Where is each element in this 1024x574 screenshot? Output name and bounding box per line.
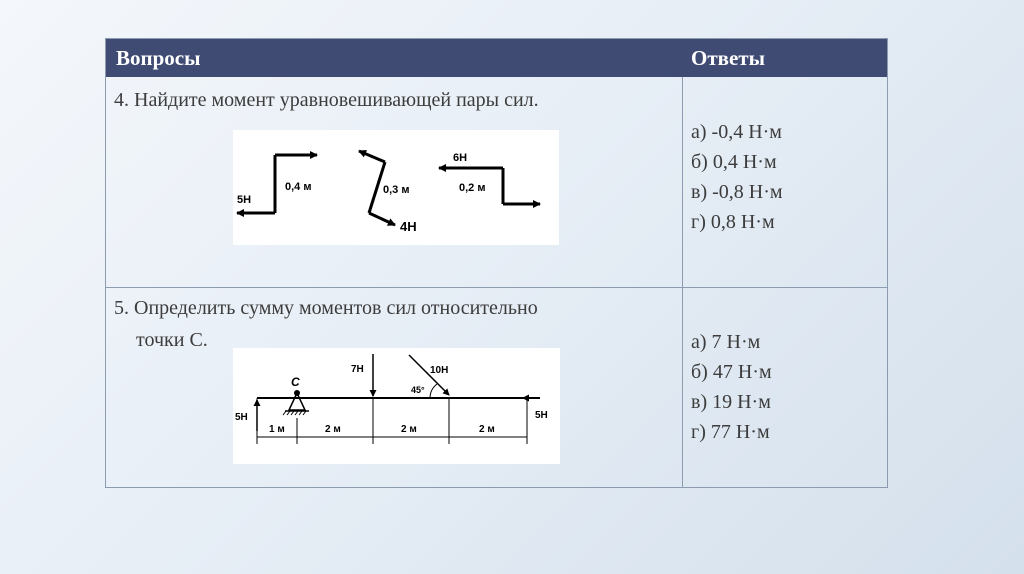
dimension-2: 2 м (325, 424, 341, 435)
header-questions: Вопросы (116, 46, 201, 70)
pair-3-arm: 0,2 м (459, 182, 486, 194)
pair-1-arm: 0,4 м (285, 181, 312, 193)
answer-5a: а) 7 Н·м (691, 331, 761, 353)
force-7h-label: 7Н (351, 364, 364, 375)
answer-4b: б) 0,4 Н·м (691, 151, 777, 173)
question-5-answers (691, 327, 772, 447)
dimension-3: 2 м (401, 424, 417, 435)
column-divider (682, 77, 683, 487)
answer-4d: г) 0,8 Н·м (691, 211, 775, 233)
question-4-answers (691, 117, 783, 237)
questions-table (105, 38, 888, 488)
pair-2-arm: 0,3 м (383, 184, 410, 196)
beam-diagram (233, 348, 560, 464)
pair-3-force: 6Н (453, 152, 468, 164)
table-header (106, 39, 887, 77)
question-4-text: 4. Найдите момент уравновешивающей пары сил. (114, 89, 539, 111)
force-pairs-diagram (233, 130, 559, 245)
answer-5d: г) 77 Н·м (691, 421, 770, 443)
support-c (283, 375, 309, 415)
dimension-4: 2 м (479, 424, 495, 435)
question-5-line2: точки С. (136, 329, 208, 351)
row-divider (106, 287, 887, 288)
pair-1 (237, 155, 317, 213)
force-10h-label: 10Н (430, 365, 449, 376)
pair-3 (439, 152, 540, 204)
force-right-label: 5Н (535, 410, 548, 421)
force-pairs-figure (233, 130, 559, 245)
dimension-1: 1 м (269, 424, 285, 435)
angle-label: 45° (411, 385, 425, 395)
answer-4c: в) -0,8 Н·м (691, 181, 783, 203)
answer-5c: в) 19 Н·м (691, 391, 771, 413)
header-answers: Ответы (691, 46, 766, 70)
question-5-line1: 5. Определить сумму моментов сил относительно (114, 297, 538, 319)
pair-1-force: 5Н (237, 194, 252, 206)
answer-4a: а) -0,4 Н·м (691, 121, 782, 143)
force-left-label: 5Н (235, 412, 248, 423)
beam-figure (233, 348, 560, 464)
point-c-label: С (291, 375, 300, 389)
answer-5b: б) 47 Н·м (691, 361, 772, 383)
pair-2 (359, 151, 417, 234)
pair-2-force: 4Н (400, 219, 417, 234)
